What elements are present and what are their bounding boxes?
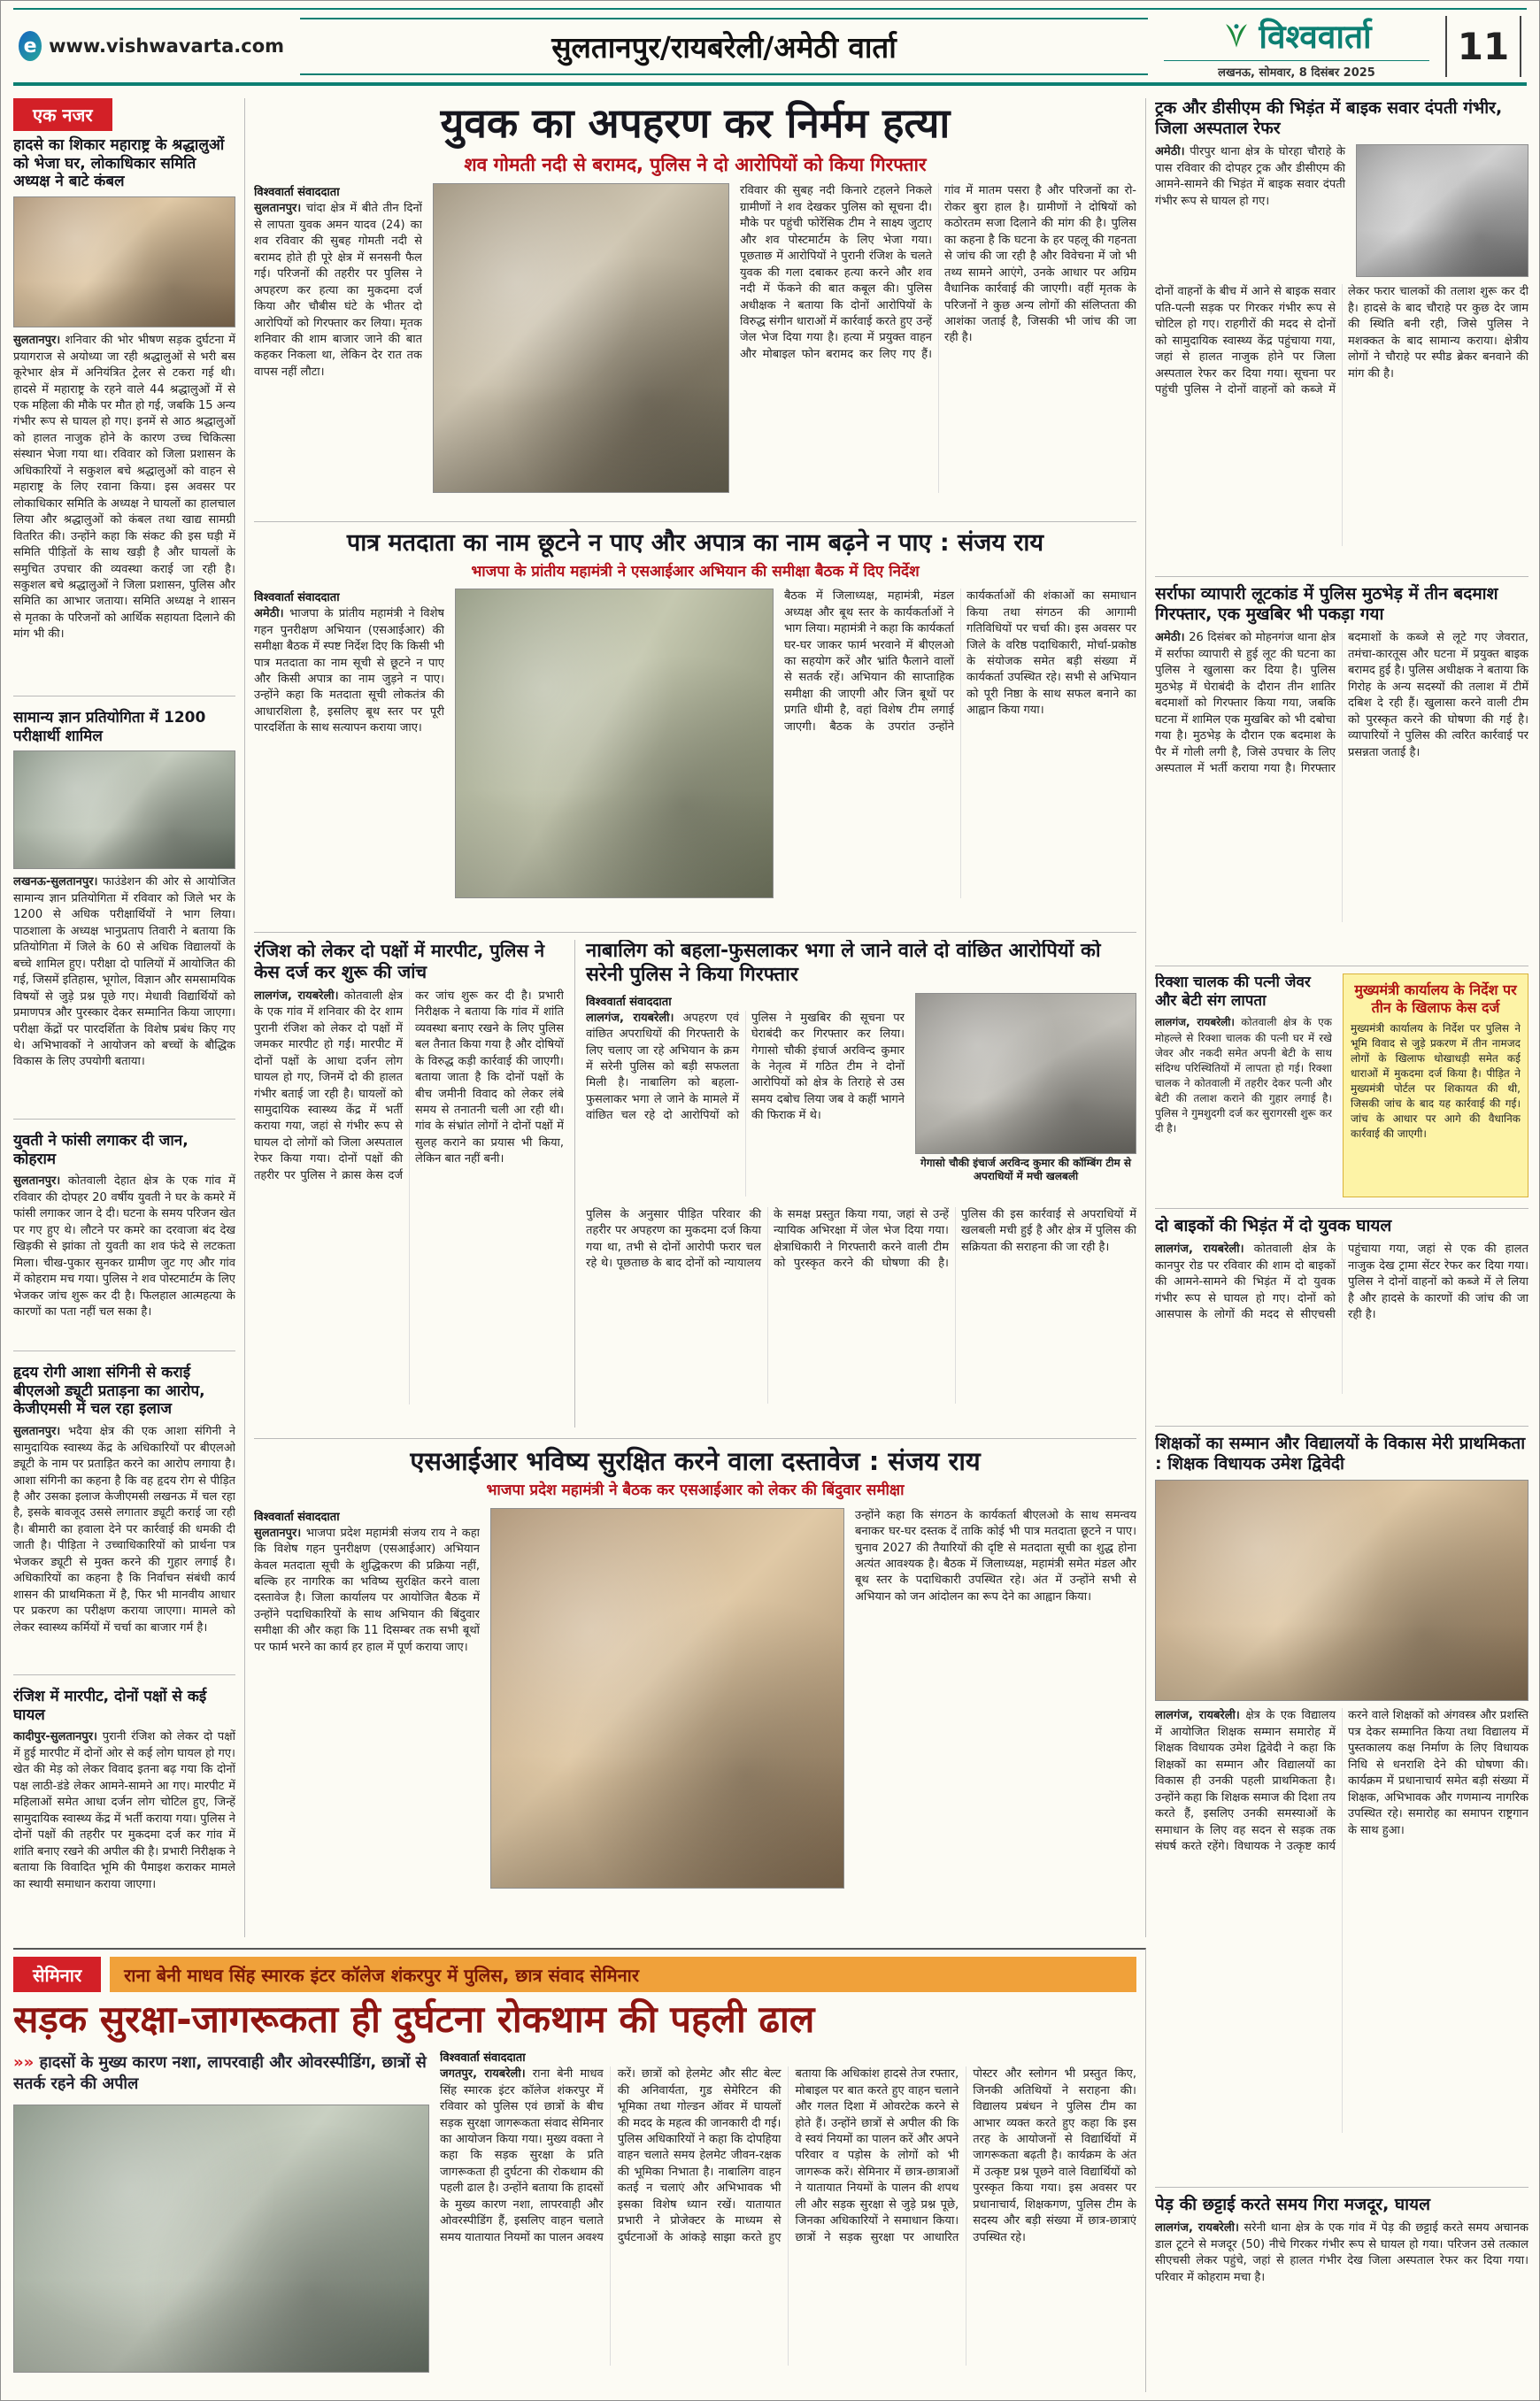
center-column	[254, 98, 1146, 1937]
seminar-quote: »» हादसों के मुख्य कारण नशा, लापरवाही और ओवरस्पीडिंग, छात्रों से सतर्क रहने की अपील	[13, 2049, 429, 2105]
page-number: 11	[1445, 16, 1521, 77]
story-suicide	[13, 1119, 235, 1342]
story-body: 26 दिसंबर को मोहनगंज थाना क्षेत्र में सर्राफा व्यापारी से हुई लूट की घटना का पुलिस ने खुलासा कर दिया है। पुलिस मुठभेड़ में घेराबंदी के दौरान तीन शातिर बदमाशों को गिरफ्तार किया गया, जबकि घटना में शामिल एक मुखबिर को भी दबोचा गया है। मुठभेड़ के दौरान एक बदमाश के पैर में गोली लगी है, जिसे उपचार के लिए अस्पताल में भर्ती कराया गया है। गिरफ्तार बदमाशों के कब्जे से लूटे गए जेवरात, तमंचा-कारतूस और घटना में प्रयुक्त बाइक बरामद हुई है। पुलिस अधीक्षक ने बताया कि गिरोह के अन्य सदस्यों की तलाश में टीमें दबिश दे रही हैं। खुलासा करने वाली टीम को पुरस्कृत करने की घोषणा की गई है। व्यापारियों ने पुलिस की त्वरित कार्रवाई पर प्रसन्नता जताई है।	[1155, 631, 1528, 775]
right-column	[1155, 98, 1528, 2392]
story-body: क्षेत्र के एक विद्यालय में आयोजित शिक्षक सम्मान समारोह में शिक्षक विधायक उमेश द्विवेदी ने कहा कि शिक्षकों का सम्मान और विद्यालयों का विकास ही उनकी पहली प्राथमिकता है। उन्होंने कहा कि शिक्षक समाज की दिशा तय करते हैं, इसलिए उनकी समस्याओं के समाधान के लिए वह सदन से सड़क तक संघर्ष करते रहेंगे। विधायक ने उत्कृष्ट कार्य करने वाले शिक्षकों को अंगवस्त्र और प्रशस्ति पत्र देकर सम्मानित किया तथा विद्यालय में पुस्तकालय कक्ष निर्माण के लिए विधायक निधि से धनराशि देने की घोषणा की। कार्यक्रम में प्रधानाचार्य समेत बड़ी संख्या में शिक्षक, अभिभावक और गणमान्य नागरिक उपस्थित रहे। समारोह का समापन राष्ट्रगान के साथ हुआ।	[1155, 1709, 1528, 1853]
site-url: www.vishwavarta.com	[49, 35, 284, 57]
story-subhead: भाजपा प्रदेश महामंत्री ने बैठक कर एसआईआर को लेकर की बिंदुवार समीक्षा	[486, 1481, 905, 1500]
brand-block	[1164, 12, 1429, 80]
brand-name: विश्ववार्ता	[1259, 18, 1372, 56]
story-body: भाजपा प्रदेश महामंत्री संजय राय ने कहा कि विशेष गहन पुनरीक्षण (एसआईआर) अभियान केवल मतदाता सूची के शुद्धिकरण की प्रक्रिया नहीं, बल्कि हर नागरिक का भविष्य सुरक्षित करने वाला दस्तावेज है। जिला कार्यालय पर आयोजित बैठक में उन्होंने पदाधिकारियों के साथ अभियान की बिंदुवार समीक्षा की और कहा कि 11 दिसम्बर तक सभी बूथों पर फार्म भरने का कार्य हर हाल में पूर्ण कराया जाए।	[254, 1526, 480, 1654]
byline: विश्ववार्ता संवाददाता	[440, 2051, 526, 2066]
story-pilgrims-sent-home	[13, 136, 235, 687]
seminar-banner	[13, 1957, 1136, 1992]
story-subhead: भाजपा के प्रांतीय महामंत्री ने एसआईआर अभियान की समीक्षा बैठक में दिए निर्देश	[471, 562, 920, 581]
dateline: लालगंज, रायबरेली।	[1155, 1243, 1244, 1257]
story-body: पीरपुर थाना क्षेत्र के घोरहा चौराहे के पास रविवार की दोपहर ट्रक और डीसीएम की आमने-सामने की भिड़ंत में बाइक सवार दंपती गंभीर रूप से घायल हो गए।	[1155, 145, 1345, 208]
brand-leaf-icon	[1221, 20, 1251, 50]
story-feud-case	[254, 940, 564, 1428]
blanket-distribution-photo	[13, 196, 235, 327]
story-headline: नाबालिग को बहला-फुसलाकर भगा ले जाने वाले दो वांछित आरोपियों को सरेनी पुलिस ने किया गिरफ्तार	[586, 940, 1101, 986]
story-body: कोतवाली क्षेत्र के एक गांव में शनिवार की देर शाम पुरानी रंजिश को लेकर दो पक्षों में जमकर मारपीट हो गई। मारपीट में दोनों पक्षों के आधा दर्जन लोग घायल हो गए, जिनमें दो की हालत गंभीर बताई जा रही है। घायलों को सामुदायिक स्वास्थ्य केंद्र में भर्ती कराया गया, जहां से गंभीर रूप से घायल दो लोगों को जिला अस्पताल रेफर किया गया। दोनों पक्षों की तहरीर पर पुलिस ने क्रास केस दर्ज कर जांच शुरू कर दी है। प्रभारी निरीक्षक ने बताया कि गांव में शांति व्यवस्था बनाए रखने के लिए पुलिस बल तैनात किया गया है और दोषियों के विरुद्ध कड़ी कार्रवाई की जाएगी। बताया जाता है कि दोनों पक्षों के बीच जमीनी विवाद को लेकर लंबे समय से तनातनी चली आ रही थी। गांव के संभ्रांत लोगों ने दोनों पक्षों में सुलह कराने का प्रयास भी किया, लेकिन बात नहीं बनी।	[254, 989, 564, 1182]
story-headline: युवती ने फांसी लगाकर दी जान, कोहराम	[13, 1132, 189, 1168]
story-headline: रंजिश में मारपीट, दोनों पक्षों से कई घायल	[13, 1688, 207, 1724]
dateline: लालगंज, रायबरेली।	[1155, 1016, 1235, 1029]
story-body: फाउंडेशन की ओर से आयोजित सामान्य ज्ञान प्रतियोगिता में रविवार को जिले भर के 1200 से अधिक परीक्षार्थियों ने भाग लिया। पाठशाला के अध्यक्ष भानुप्रताप तिवारी ने बताया कि प्रतियोगिता में जिले के 60 से अधिक विद्यालयों के बच्चे शामिल हुए। परीक्षा दो पालियों में आयोजित की गई, जिसमें इतिहास, भूगोल, विज्ञान और समसामयिक विषयों से जुड़े प्रश्न पूछे गए। मेधावी विद्यार्थियों को प्रमाणपत्र और पुरस्कार देकर सम्मानित किया जाएगा। परीक्षा केंद्रों पर पारदर्शिता के विशेष प्रबंध किए गए थे। अभिभावकों ने आयोजन को बच्चों के बौद्धिक विकास के लिए उपयोगी बताया।	[13, 875, 235, 1069]
dateline: लखनऊ-सुलतानपुर।	[13, 875, 98, 889]
dateline: सुलतानपुर।	[13, 334, 61, 348]
story-headline: युवक का अपहरण कर निर्मम हत्या	[440, 99, 951, 147]
story-body: कोतवाली क्षेत्र के एक मोहल्ले से रिक्शा चालक की पत्नी घर में रखे जेवर और नकदी समेत अपनी बेटी के साथ संदिग्ध परिस्थितियों में लापता हो गई। रिक्शा चालक ने कोतवाली में तहरीर देकर पत्नी और बेटी की तलाश कराने की गुहार लगाई है। पुलिस ने गुमशुदगी दर्ज कर सुरागरसी शुरू कर दी है।	[1155, 1016, 1332, 1135]
story-body-continued: रविवार की सुबह नदी किनारे टहलने निकले ग्रामीणों ने शव देखकर पुलिस को सूचना दी। मौके पर पहुंची फोरेंसिक टीम ने साक्ष्य जुटाए और शव पोस्टमार्टम के लिए भेजा गया। पूछताछ में आरोपियों ने पुरानी रंजिश के चलते युवक की गला दबाकर हत्या करने और शव नदी में फेंकने की बात कबूल की। पुलिस अधीक्षक ने बताया कि दोनों आरोपियों के विरुद्ध संगीन धाराओं में कार्रवाई करते हुए उन्हें जेल भेज दिया गया है। हत्या में प्रयुक्त वाहन और मोबाइल फोन बरामद कर लिए गए हैं। गांव में मातम पसरा है और परिजनों का रो-रोकर बुरा हाल है। ग्रामीणों ने दोषियों को कठोरतम सजा दिलाने की मांग की है। पुलिस का कहना है कि घटना के हर पहलू की गहनता से जांच की जा रही है और विवेचना में जो भी तथ्य सामने आएंगे, उनके आधार पर अग्रिम वैधानिक कार्रवाई की जाएगी। वहीं मृतक के परिजनों ने कुछ अन्य लोगों की संलिप्तता की आशंका जताई है, जिसकी भी जांच की जा रही है।	[740, 184, 1136, 361]
bjp-meeting-photo	[455, 589, 774, 898]
story-headline: ट्रक और डीसीएम की भिड़ंत में बाइक सवार दंपती गंभीर, जिला अस्पताल रेफर	[1155, 98, 1503, 139]
story-headline: रिक्शा चालक की पत्नी जेवर और बेटी संग लापता	[1155, 973, 1311, 1010]
arrested-accused-photo	[915, 993, 1136, 1154]
story-body: भाजपा के प्रांतीय महामंत्री ने विशेष गहन पुनरीक्षण अभियान (एसआईआर) की समीक्षा बैठक में स्पष्ट निर्देश दिए कि किसी भी पात्र मतदाता का नाम सूची से छूटने न पाए और किसी अपात्र का नाम जुड़ने न पाए। उन्होंने कहा कि मतदाता सूची लोकतंत्र की आधारशिला है, इसलिए बूथ स्तर पर पूरी पारदर्शिता के साथ सत्यापन कराया जाए।	[254, 607, 444, 735]
dateline: सुलतानपुर।	[13, 1174, 61, 1189]
byline: विश्ववार्ता संवाददाता	[254, 1510, 340, 1524]
right-story-row	[1155, 966, 1528, 1197]
story-body-continued: बैठक में जिलाध्यक्ष, महामंत्री, मंडल अध्यक्ष और बूथ स्तर के कार्यकर्ताओं ने भाग लिया। महामंत्री ने कहा कि कार्यकर्ता घर-घर जाकर फार्म भरवाने में बीएलओ का सहयोग करें और भ्रांति फैलाने वालों से सतर्क रहें। अभियान की साप्ताहिक समीक्षा की जाएगी और जिन बूथों पर प्रगति धीमी है, वहां विशेष टीम लगाई जाएगी। बैठक के उपरांत उन्होंने कार्यकर्ताओं की शंकाओं का समाधान किया तथा संगठन की आगामी गतिविधियों पर चर्चा की। इस अवसर पर जिले के वरिष्ठ पदाधिकारी, मोर्चा-प्रकोष्ठ के संयोजक समेत बड़ी संख्या में कार्यकर्ता उपस्थित रहे। सभी से अभियान को पूरी निष्ठा के साथ सफल बनाने का आह्वान किया गया।	[784, 589, 1136, 734]
garlanded-leader-photo	[490, 1508, 844, 1889]
story-truck-dcm-collision	[1155, 98, 1528, 566]
story-body: चांदा क्षेत्र में बीते तीन दिनों से लापता युवक अमन यादव (24) का शव रविवार की सुबह गोमती नदी से बरामद होते ही पूरे क्षेत्र में सनसनी फैल गई। परिजनों की तहरीर पर पुलिस ने अपहरण कर हत्या का मुकदमा दर्ज किया और चौबीस घंटे के भीतर दो आरोपियों को गिरफ्तार कर लिया। मृतक शनिवार की शाम बाजार जाने की बात कहकर निकला था, लेकिन देर रात तक वापस नहीं लौटा।	[254, 202, 422, 379]
story-cm-office-case	[1343, 973, 1528, 1197]
story-asha-blo-duty	[13, 1351, 235, 1666]
story-sir-review-meeting	[254, 521, 1136, 921]
story-headline: हादसे का शिकार महाराष्ट्र के श्रद्धालुओं को भेजा घर, लोकाधिकार समिति अध्यक्ष ने बाटे कंबल	[13, 136, 225, 191]
story-lead-murder	[254, 98, 1136, 511]
story-headline: पात्र मतदाता का नाम छूटने न पाए और अपात्र का नाम बढ़ने न पाए : संजय राय	[346, 529, 1044, 557]
story-sir-document	[254, 1438, 1136, 1916]
seminar-body: राना बेनी माधव सिंह स्मारक इंटर कॉलेज शंकरपुर में रविवार को पुलिस एवं छात्रों के बीच सड़क सुरक्षा जागरूकता संवाद सेमिनार का आयोजन किया गया। मुख्य वक्ता ने कहा कि सड़क सुरक्षा के प्रति जागरूकता ही दुर्घटना की रोकथाम की पहली ढाल है। उन्होंने बताया कि हादसों के मुख्य कारण नशा, लापरवाही और ओवरस्पीडिंग हैं, इसलिए वाहन चलाते समय यातायात नियमों का पालन अवश्य करें। छात्रों को हेलमेट और सीट बेल्ट की अनिवार्यता, गुड सेमेरिटन की भूमिका तथा गोल्डन ऑवर में घायलों की मदद के महत्व की जानकारी दी गई। पुलिस अधिकारियों ने कहा कि दोपहिया वाहन चलाते समय हेलमेट जीवन-रक्षक की भूमिका निभाता है। नाबालिग वाहन कतई न चलाएं और अभिभावक भी इसका विशेष ध्यान रखें। यातायात प्रभारी ने प्रोजेक्टर के माध्यम से दुर्घटनाओं के आंकड़े साझा करते हुए बताया कि अधिकांश हादसे तेज रफ्तार, मोबाइल पर बात करते हुए वाहन चलाने और गलत दिशा में ओवरटेक करने से होते हैं। उन्होंने छात्रों से अपील की कि वे स्वयं नियमों का पालन करें और अपने परिवार व पड़ोस के लोगों को भी जागरूक करें। सेमिनार में छात्र-छात्राओं ने यातायात नियमों के पालन की शपथ ली और सड़क सुरक्षा से जुड़े प्रश्न पूछे, जिनका अधिकारियों ने समाधान किया। छात्रों ने सड़क सुरक्षा पर आधारित पोस्टर और स्लोगन भी प्रस्तुत किए, जिनकी अतिथियों ने सराहना की। विद्यालय प्रबंधन ने पुलिस टीम का आभार व्यक्त करते हुए कहा कि इस तरह के आयोजनों से विद्यार्थियों में जागरूकता बढ़ती है। कार्यक्रम के अंत में उत्कृष्ट प्रश्न पूछने वाले विद्यार्थियों को पुरस्कृत किया गया। इस अवसर पर प्रधानाचार्य, शिक्षकगण, पुलिस टीम के सदस्य और बड़ी संख्या में छात्र-छात्राएं उपस्थित रहे।	[440, 2067, 1136, 2244]
page-header	[13, 8, 1527, 86]
one-look-label: एक नजर	[13, 98, 112, 131]
dateline: लालगंज, रायबरेली।	[254, 989, 339, 1003]
site-logo	[19, 31, 284, 61]
dateline: जगतपुर, रायबरेली।	[440, 2067, 526, 2082]
byline: विश्ववार्ता संवाददाता	[586, 995, 672, 1009]
section-title: सुलतानपुर/रायबरेली/अमेठी वार्ता	[300, 18, 1148, 75]
seminar-label: सेमिनार	[13, 1957, 101, 1992]
one-look-column	[13, 98, 245, 1937]
story-minor-rescue	[574, 940, 1136, 1428]
story-body-continued: दोनों वाहनों के बीच में आने से बाइक सवार पति-पत्नी सड़क पर गिरकर गंभीर रूप से चोटिल हो गए। राहगीरों की मदद से दोनों को सामुदायिक स्वास्थ्य केंद्र पहुंचाया गया, जहां से हालत नाजुक होने पर जिला अस्पताल रेफर कर दिया गया। सूचना पर पहुंची पुलिस ने दोनों वाहनों को कब्जे में लेकर फरार चालकों की तलाश शुरू कर दी है। हादसे के बाद चौराहे पर कुछ देर जाम की स्थिति बनी रही, जिसे पुलिस ने मशक्कत के बाद सामान्य कराया। क्षेत्रीय लोगों ने चौराहे पर स्पीड ब्रेकर बनवाने की मांग की है।	[1155, 285, 1528, 397]
story-gk-contest	[13, 696, 235, 1110]
story-body: कोतवाली देहात क्षेत्र के एक गांव में रविवार की दोपहर 20 वर्षीय युवती ने घर के कमरे में फांसी लगाकर जान दे दी। घटना के समय परिजन खेत पर गए हुए थे। लौटने पर कमरे का दरवाजा बंद देख खिड़की से झांका तो युवती का शव फंदे से लटकता मिला। चीख-पुकार सुनकर ग्रामीण जुट गए और गांव में कोहराम मच गया। पुलिस ने शव पोस्टमार्टम के लिए भेजकर जांच शुरू कर दी है। फिलहाल आत्महत्या के कारणों का पता नहीं चल सका है।	[13, 1174, 235, 1320]
accident-scene-photo	[1356, 144, 1528, 277]
dateline: सुलतानपुर।	[254, 1526, 302, 1540]
students-contest-photo	[13, 750, 235, 869]
dateline: कादीपुर-सुलतानपुर।	[13, 1730, 97, 1744]
story-headline: रंजिश को लेकर दो पक्षों में मारपीट, पुलिस ने केस दर्ज कर शुरू की जांच	[254, 940, 545, 983]
story-headline: मुख्यमंत्री कार्यालय के निर्देश पर तीन के खिलाफ केस दर्ज	[1354, 981, 1517, 1016]
story-body: सरेनी थाना क्षेत्र के एक गांव में पेड़ की छट्टाई करते समय अचानक डाल टूटने से मजदूर (50) नीचे गिरकर गंभीर रूप से घायल हो गया। परिजन उसे तत्काल सीएचसी लेकर पहुंचे, जहां से हालत गंभीर देख जिला अस्पताल रेफर कर दिया गया। परिवार में कोहराम मचा है।	[1155, 2221, 1528, 2284]
story-body-continued: पुलिस के अनुसार पीड़ित परिवार की तहरीर पर अपहरण का मुकदमा दर्ज किया गया था, तभी से दोनों आरोपी फरार चल रहे थे। पूछताछ के बाद दोनों को न्यायालय के समक्ष प्रस्तुत किया गया, जहां से उन्हें न्यायिक अभिरक्षा में जेल भेज दिया गया। क्षेत्राधिकारी ने गिरफ्तारी करने वाली टीम को पुरस्कृत करने की घोषणा की है। पुलिस की इस कार्रवाई से अपराधियों में खलबली मची हुई है और क्षेत्र में पुलिस की सक्रियता की सराहना की जा रही है।	[586, 1207, 1136, 1271]
story-two-bikes-collision	[1155, 1208, 1528, 1415]
story-headline: दो बाइकों की भिड़ंत में दो युवक घायल	[1155, 1216, 1392, 1235]
seminar-strip: राना बेनी माधव सिंह स्मारक इंटर कॉलेज शंकरपुर में पुलिस, छात्र संवाद सेमिनार	[110, 1957, 1136, 1992]
seminar-left-block	[13, 2049, 429, 2373]
dateline: अमेठी।	[1155, 631, 1185, 645]
story-headline: सामान्य ज्ञान प्रतियोगिता में 1200 परीक्षार्थी शामिल	[13, 709, 206, 745]
story-jeweller-loot-encounter	[1155, 576, 1528, 955]
dateline: अमेठी।	[254, 607, 284, 621]
story-body: भदैया क्षेत्र की एक आशा संगिनी ने सामुदायिक स्वास्थ्य केंद्र के अधिकारियों पर बीएलओ ड्यूटी के नाम पर प्रताड़ित करने का आरोप लगाया है। आशा संगिनी का कहना है कि वह हृदय रोग से पीड़ित है और उसका इलाज केजीएमसी लखनऊ में चल रहा है, इसके बावजूद उससे लगातार ड्यूटी कराई जा रही है। बीमारी का हवाला देने पर कार्रवाई की धमकी दी जाती है। पीड़िता ने उच्चाधिकारियों को प्रार्थना पत्र भेजकर ड्यूटी से मुक्त करने की गुहार लगाई है। अधिकारियों का कहना है कि निर्वाचन संबंधी कार्य शासन की प्राथमिकता में है, फिर भी मानवीय आधार पर प्रकरण का परीक्षण कराया जाएगा। मामले को लेकर स्वास्थ्य कर्मियों में चर्चा का बाजार गर्म है।	[13, 1425, 235, 1635]
dateline: लालगंज, रायबरेली।	[1155, 2221, 1239, 2236]
globe-icon: e	[19, 31, 42, 61]
dateline: अमेठी।	[1155, 145, 1185, 159]
story-headline: पेड़ की छट्टाई करते समय गिरा मजदूर, घायल	[1155, 2195, 1430, 2214]
seminar-headline: सड़क सुरक्षा-जागरूकता ही दुर्घटना रोकथाम की पहली ढाल	[13, 1997, 815, 2041]
dateline: लालगंज, रायबरेली।	[1155, 1709, 1240, 1723]
story-headline: सर्राफा व्यापारी लूटकांड में पुलिस मुठभेड़ में तीन बदमाश गिरफ्तार, एक मुखबिर भी पकड़ा गया	[1155, 584, 1498, 625]
crime-scene-crowd-photo	[433, 183, 729, 493]
story-labourer-fell	[1155, 2187, 1528, 2355]
story-body-continued: उन्होंने कहा कि संगठन के कार्यकर्ता बीएलओ के साथ समन्वय बनाकर घर-घर दस्तक दें ताकि कोई भी पात्र मतदाता छूटने न पाए। चुनाव 2027 की तैयारियों की दृष्टि से मतदाता सूची का शुद्ध होना अत्यंत आवश्यक है। बैठक में जिलाध्यक्ष, महामंत्री समेत मंडल और बूथ स्तर के पदाधिकारी उपस्थित रहे। अंत में उन्होंने सभी से अभियान को जन आंदोलन का रूप देने का आह्वान किया।	[855, 1508, 1136, 1604]
edition-dateline: लखनऊ, सोमवार, 8 दिसंबर 2025	[1164, 60, 1429, 80]
byline: विश्ववार्ता संवाददाता	[254, 591, 340, 605]
dateline: लालगंज, रायबरेली।	[586, 1011, 674, 1025]
story-body: शनिवार की भोर भीषण सड़क दुर्घटना में प्रयागराज से अयोध्या जा रही श्रद्धालुओं से भरी बस कूरेभार क्षेत्र में अनियंत्रित ट्रेलर से टकरा गई थी। हादसे में महाराष्ट्र के रहने वाले 44 श्रद्धालुओं में से एक महिला की मौके पर मौत हो गई, जबकि 15 अन्य गंभीर रूप से घायल हो गए। इनमें से आठ श्रद्धालुओं को हालत नाजुक होने के कारण उच्च चिकित्सा संस्थान भेजा गया था। रविवार को जिला प्रशासन के अधिकारियों ने सकुशल बचे श्रद्धालुओं को वाहन से महाराष्ट्र के लिए रवाना किया। इस अवसर पर लोकाधिकार समिति के अध्यक्ष ने घायलों का हालचाल लिया और श्रद्धालुओं को कंबल तथा खाद्य सामग्री वितरित की। उन्होंने कहा कि संकट की इस घड़ी में समिति पीड़ितों के साथ खड़ी है और घायलों के समुचित उपचार की व्यवस्था कराई जा रही है। सकुशल बचे श्रद्धालुओं ने जिला प्रशासन, पुलिस और समिति का आभार जताया। समिति अध्यक्ष ने शासन से मृतका के परिजनों को आर्थिक सहायता दिलाने की मांग भी की।	[13, 334, 235, 642]
story-body: कोतवाली क्षेत्र के कानपुर रोड पर रविवार की शाम दो बाइकों की आमने-सामने की भिड़ंत में दो युवक गंभीर रूप से घायल हो गए। दोनों को आसपास के लोगों की मदद से सीएचसी पहुंचाया गया, जहां से एक की हालत नाजुक देख ट्रामा सेंटर रेफर कर दिया गया। पुलिस ने दोनों वाहनों को कब्जे में ले लिया है और हादसे के कारणों की जांच की जा रही है।	[1155, 1243, 1528, 1321]
story-headline: हृदय रोगी आशा संगिनी से कराई बीएलओ ड्यूटी प्रताड़ना का आरोप, केजीएमसी में चल रहा इलाज	[13, 1364, 205, 1419]
story-subhead: शव गोमती नदी से बरामद, पुलिस ने दो आरोपियों को किया गिरफ्तार	[464, 154, 927, 176]
arrest-photo-block	[915, 993, 1136, 1202]
story-teacher-mla	[1155, 1426, 1528, 2176]
photo-caption: गेगासो चौकी इंचार्ज अरविन्द कुमार की कॉम्बिंग टीम से अपराधियों में मची खलबली	[920, 1156, 1131, 1183]
seminar-assembly-photo	[13, 2105, 429, 2373]
story-headline: एसआईआर भविष्य सुरक्षित करने वाला दस्तावेज : संजय राय	[410, 1446, 981, 1476]
dateline: सुलतानपुर।	[254, 202, 302, 216]
byline: विश्ववार्ता संवाददाता	[254, 186, 340, 200]
story-missing-wife	[1155, 973, 1332, 1197]
story-headline: शिक्षकों का सम्मान और विद्यालयों के विकास मेरी प्राथमिकता : शिक्षक विधायक उमेश द्विवेदी	[1155, 1434, 1526, 1474]
story-clash-injured	[13, 1674, 235, 1933]
story-body: पुरानी रंजिश को लेकर दो पक्षों में हुई मारपीट में दोनों ओर से कई लोग घायल हो गए। खेत की मेड़ को लेकर विवाद इतना बढ़ गया कि दोनों पक्ष लाठी-डंडे लेकर आमने-सामने आ गए। मारपीट में महिलाओं समेत आधा दर्जन लोग चोटिल हुए, जिन्हें सामुदायिक स्वास्थ्य केंद्र में भर्ती कराया गया। पुलिस ने दोनों पक्षों की तहरीर पर मुकदमा दर्ज कर गांव में शांति बनाए रखने की अपील की है। प्रभारी निरीक्षक ने बताया कि विवादित भूमि की पैमाइश कराकर मामले का स्थायी समाधान कराया जाएगा।	[13, 1730, 235, 1891]
teachers-felicitation-photo	[1155, 1480, 1528, 1701]
seminar-section	[13, 1948, 1146, 2392]
dateline: सुलतानपुर।	[13, 1425, 61, 1439]
center-story-row	[254, 932, 1136, 1428]
story-body: मुख्यमंत्री कार्यालय के निर्देश पर पुलिस ने भूमि विवाद से जुड़े प्रकरण में तीन नामजद लोगों के खिलाफ धोखाधड़ी समेत कई धाराओं में मुकदमा दर्ज किया है। पीड़ित ने मुख्यमंत्री पोर्टल पर शिकायत की थी, जिसकी जांच के बाद यह कार्रवाई की गई। जांच के आधार पर आगे की वैधानिक कार्रवाई की जाएगी।	[1351, 1022, 1521, 1141]
story-body: अपहरण एवं वांछित अपराधियों की गिरफ्तारी के लिए चलाए जा रहे अभियान के क्रम में सरेनी पुलिस को बड़ी सफलता मिली है। नाबालिग को बहला-फुसलाकर भगा ले जाने के मामले में वांछित चल रहे दो आरोपियों को पुलिस ने मुखबिर की सूचना पर घेराबंदी कर गिरफ्तार कर लिया। गेगासो चौकी इंचार्ज अरविन्द कुमार के नेतृत्व में गठित टीम ने दोनों आरोपियों को क्षेत्र के तिराहे से उस समय दबोच लिया जब वे कहीं भागने की फिराक में थे।	[586, 1011, 905, 1123]
